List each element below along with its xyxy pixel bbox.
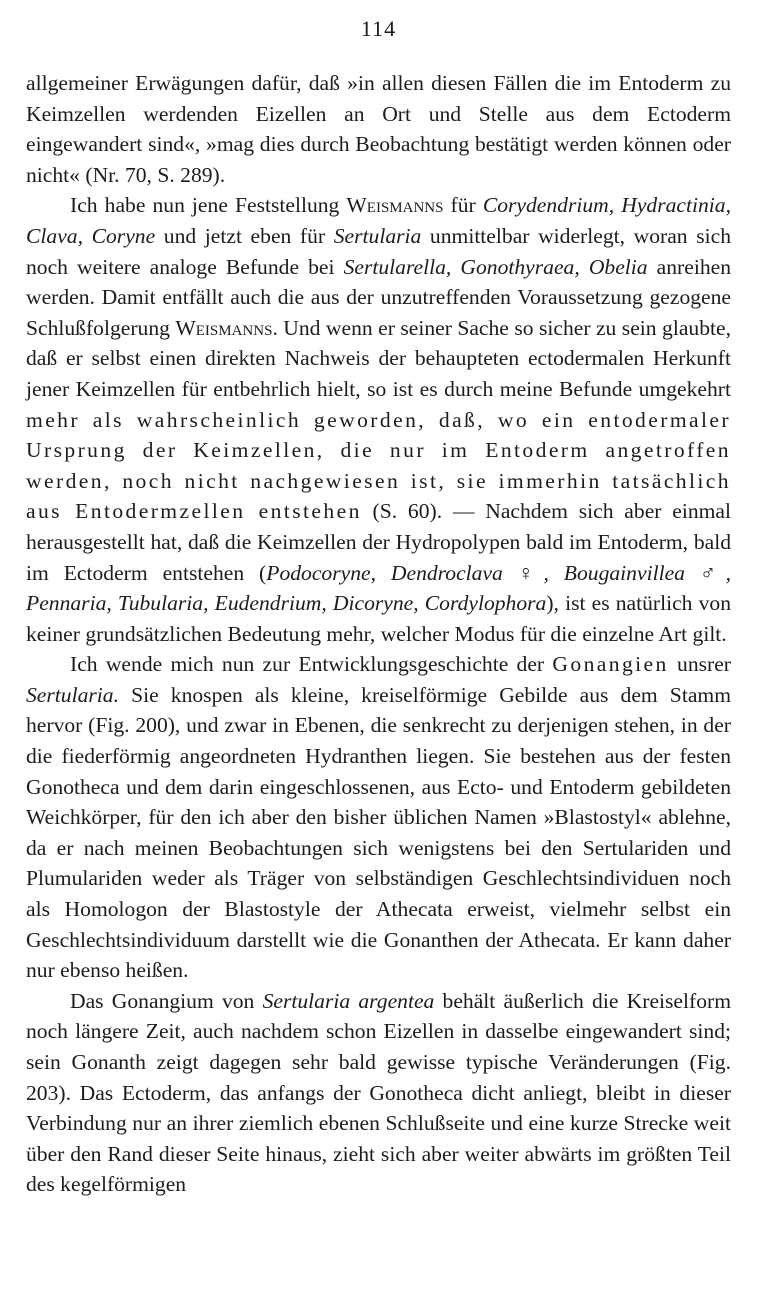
- text-run: Corydendrium, Hydractinia, Clava, Coryne: [26, 193, 731, 248]
- text-run: Sie knospen als kleine, kreiselförmige Gebilde aus dem Stamm hervor (Fig. 200), und zwar in Ebenen, die senkrecht zu derjenigen stehen, in der die fiederförmig angeordneten Hydranthen liegen. Sie bestehen aus der festen Gonotheca und dem darin eingeschlossenen, aus Ecto- und Entoderm gebildeten Weichkörper, für den ich aber den bisher üblichen Namen »Blastostyl« ablehne, da er nach meinen Beobachtungen sich wenigstens bei den Sertulariden und Plumulariden weder als Träger von selbständigen Geschlechtsindividuen noch als Homologon der Blastostyle der Athecata erweist, vielmehr selbst ein Geschlechtsindividuum darstellt wie die Gonanthen der Athecata. Er kann daher nur ebenso heißen.: [26, 682, 731, 983]
- paragraph-2: [26, 190, 731, 649]
- text-run: Sertularia.: [26, 682, 119, 707]
- text-run: . Und wenn er seiner Sache so sicher zu sein glaubte, daß er selbst einen direkten Nachweis der behaupteten ectodermalen Herkunft jener Keimzellen für entbehrlich hielt, so ist es durch meine Befunde umgekehrt: [26, 315, 731, 401]
- text-run: Podocoryne, Dendroclava ♀, Bougainvillea ♂, Pennaria, Tubularia, Eudendrium, Dicoryne, Cordylophora: [26, 560, 731, 616]
- text-run: Das Gonangium von: [70, 988, 263, 1013]
- text-run: Sertularella, Gonothyraea, Obelia: [343, 254, 648, 279]
- paragraph-4: [26, 986, 731, 1200]
- page-number: 114: [360, 16, 397, 41]
- text-run: unmittelbar widerlegt, woran sich noch weitere analoge Befunde bei: [26, 223, 731, 279]
- text-run: Sertularia: [333, 223, 422, 248]
- text-run: allgemeiner Erwägungen dafür, daß »in allen diesen Fällen die im Entoderm zu Keimzellen werdenden Eizellen an Ort und Stelle aus dem Ectoderm eingewandert sind«, »mag dies durch Beobachtung bestätigt werden können oder nicht« (Nr. 70, S. 289).: [26, 71, 731, 187]
- text-run: Weismanns: [346, 193, 444, 218]
- text-run: mehr als wahrscheinlich geworden, daß, wo ein entodermaler Ursprung der Keimzellen, die nur im Entoderm angetroffen werden, noch nicht nachgewiesen ist, sie immerhin tatsächlich aus Entodermzellen entstehen: [26, 407, 731, 524]
- text-run: Sertularia argentea: [262, 988, 435, 1013]
- text-run: unsrer: [668, 652, 731, 677]
- text-run: behält äußerlich die Kreiselform noch längere Zeit, auch nachdem schon Eizellen in dasselbe eingewandert sind; sein Gonanth zeigt dagegen sehr bald gewisse typische Veränderungen (Fig. 203). Das Ectoderm, das anfangs der Gonotheca dicht anliegt, bleibt in dieser Verbindung nur an ihrer ziemlich ebenen Schlußseite und eine kurze Strecke weit über den Rand dieser Seite hinaus, zieht sich aber weiter abwärts im größten Teil des kegelförmigen: [26, 988, 731, 1197]
- text-run: Ich habe nun jene Feststellung: [70, 193, 347, 218]
- text-run: Weismanns: [175, 315, 273, 340]
- text-run: ), ist es natürlich von keiner grundsätzlichen Bedeutung mehr, welcher Modus für die einzelne Art gilt.: [26, 591, 731, 646]
- text-run: (S. 60). — Nachdem sich aber einmal herausgestellt hat, daß die Keimzellen der Hydropolypen bald im Entoderm, bald im Ectoderm entstehen (: [26, 499, 731, 585]
- body-text: [26, 68, 731, 1200]
- text-run: für: [443, 193, 483, 218]
- text-run: und jetzt eben für: [155, 223, 334, 248]
- text-run: Gonangien: [552, 652, 669, 677]
- paragraph-3: [26, 649, 731, 986]
- text-run: Ich wende mich nun zur Entwicklungsgeschichte der: [70, 652, 553, 677]
- text-run: anreihen werden. Damit entfällt auch die aus der unzutreffenden Voraussetzung gezogene Schlußfolgerung: [26, 254, 732, 340]
- paragraph-1: [26, 68, 731, 190]
